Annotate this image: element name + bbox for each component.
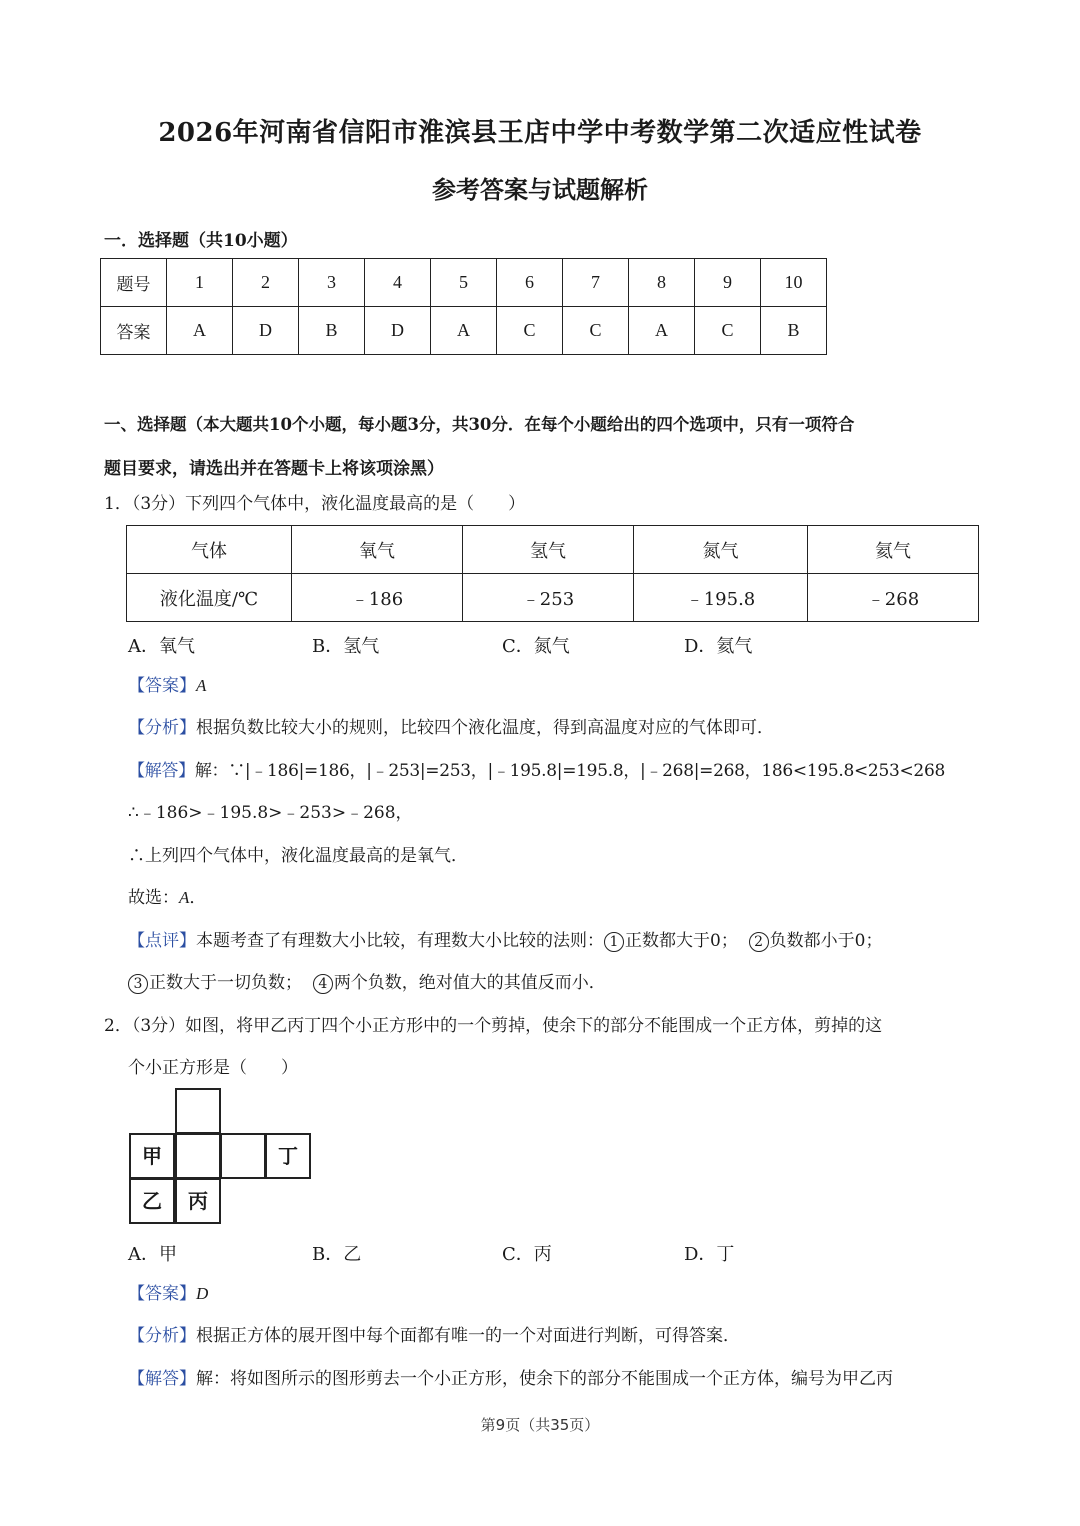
q1-analysis [128, 716, 774, 740]
table-cell: B [299, 307, 365, 355]
answer-value: A [196, 676, 207, 695]
table-cell: ﹣195.8 [634, 574, 808, 622]
document-title: 2026年河南省信阳市淮滨县王店中学中考数学第二次适应性试卷 [158, 118, 922, 148]
page-number: 第9页（共35页） [480, 1416, 600, 1434]
table-cell: D [365, 307, 431, 355]
circled-number-icon: 1 [604, 932, 624, 952]
table-cell: 4 [365, 259, 431, 307]
rule-text: 正数大于一切负数； [149, 973, 302, 993]
answer-label: 【答案】 [128, 676, 196, 696]
q1-solution [128, 759, 945, 783]
analysis-text: 根据负数比较大小的规则，比较四个液化温度，得到高温度对应的气体即可． [196, 718, 774, 738]
table-row [101, 259, 827, 307]
net-cell-ding: 丁 [265, 1133, 311, 1179]
q1-comment [128, 929, 882, 953]
q2-solution [128, 1367, 893, 1391]
q2-analysis [128, 1324, 740, 1348]
answer-value: D [196, 1284, 209, 1303]
q1-solution-line4 [128, 886, 206, 910]
answer-key-heading: 一．选择题（共10小题） [104, 231, 298, 251]
circled-number-icon: 3 [128, 974, 148, 994]
conclusion-suffix: ． [189, 888, 207, 908]
q2-stem-line2: 个小正方形是（ ） [128, 1058, 298, 1078]
table-cell: A [167, 307, 233, 355]
table-cell: 10 [761, 259, 827, 307]
table-cell: 氢气 [463, 526, 634, 574]
net-cell-top [175, 1088, 221, 1134]
rule-text: 正数都大于0； [625, 931, 738, 951]
table-cell: C [563, 307, 629, 355]
q2-stem-line1: 2．（3分）如图，将甲乙丙丁四个小正方形中的一个剪掉，使余下的部分不能围成一个正方体，剪掉的这 [104, 1016, 883, 1036]
net-cell-right [220, 1133, 266, 1179]
solution-label: 【解答】 [128, 1369, 196, 1389]
analysis-text: 根据正方体的展开图中每个面都有唯一的一个对面进行判断，可得答案． [196, 1326, 740, 1346]
rule-text: 负数都小于0； [769, 931, 883, 951]
q1-stem: 1．（3分）下列四个气体中，液化温度最高的是（ ） [104, 494, 526, 514]
document-subtitle: 参考答案与试题解析 [432, 175, 648, 204]
table-cell: 氧气 [292, 526, 463, 574]
q1-option-c: C．氮气 [502, 636, 570, 657]
circled-number-icon: 2 [749, 932, 769, 952]
circled-number-icon: 4 [313, 974, 333, 994]
q1-solution-line3: ∴上列四个气体中，液化温度最高的是氧气． [128, 846, 468, 866]
solution-text: 解：将如图所示的图形剪去一个小正方形，使余下的部分不能围成一个正方体，编号为甲乙丙 [196, 1369, 893, 1389]
table-cell: A [431, 307, 497, 355]
section-heading-line2: 题目要求，请选出并在答题卡上将该项涂黑） [104, 459, 444, 479]
table-cell: 5 [431, 259, 497, 307]
table-cell: C [695, 307, 761, 355]
table-cell: 答案 [101, 307, 167, 355]
q1-gas-table [126, 525, 979, 622]
table-cell: 1 [167, 259, 233, 307]
q1-option-a: A．氧气 [128, 636, 195, 657]
q1-answer [128, 674, 206, 698]
conclusion-answer: A [179, 888, 190, 907]
analysis-label: 【分析】 [128, 1326, 196, 1346]
table-row [127, 526, 979, 574]
section-heading [104, 403, 984, 491]
table-cell: 2 [233, 259, 299, 307]
q2-option-a: A．甲 [128, 1244, 177, 1265]
answer-key-table [100, 258, 827, 355]
table-cell: 3 [299, 259, 365, 307]
net-cell-jia: 甲 [129, 1133, 175, 1179]
table-cell: ﹣268 [808, 574, 979, 622]
answer-label: 【答案】 [128, 1284, 196, 1304]
table-row [127, 574, 979, 622]
q2-option-c: C．丙 [502, 1244, 552, 1265]
table-row [101, 307, 827, 355]
q1-option-d: D．氦气 [684, 636, 753, 657]
table-cell: D [233, 307, 299, 355]
comment-label: 【点评】 [128, 931, 196, 951]
table-cell: 液化温度/℃ [127, 574, 292, 622]
q1-solution-line2: ∴﹣186>﹣195.8>﹣253>﹣268， [128, 803, 413, 823]
table-cell: 氮气 [634, 526, 808, 574]
q1-comment-line2 [128, 971, 606, 995]
q1-option-b: B．氢气 [312, 636, 380, 657]
table-cell: C [497, 307, 563, 355]
comment-text: 本题考查了有理数大小比较，有理数大小比较的法则： [196, 931, 604, 951]
rule-text: 两个负数，绝对值大的其值反而小． [333, 973, 606, 993]
q2-option-b: B．乙 [312, 1244, 362, 1265]
table-cell: 6 [497, 259, 563, 307]
table-cell: ﹣186 [292, 574, 463, 622]
table-cell: A [629, 307, 695, 355]
net-cell-center [175, 1133, 221, 1179]
q2-option-d: D．丁 [684, 1244, 735, 1265]
analysis-label: 【分析】 [128, 718, 196, 738]
table-cell: 8 [629, 259, 695, 307]
table-cell: 7 [563, 259, 629, 307]
conclusion-prefix: 故选： [128, 888, 179, 908]
table-cell: 题号 [101, 259, 167, 307]
section-heading-line1: 一、选择题（本大题共10个小题，每小题3分，共30分．在每个小题给出的四个选项中，只有一项符合 [104, 415, 855, 434]
table-cell: ﹣253 [463, 574, 634, 622]
solution-text: 解：∵|﹣186|=186，|﹣253|=253，|﹣195.8|=195.8，|﹣268|=268，186<195.8<253<268 [194, 761, 945, 781]
table-cell: 氦气 [808, 526, 979, 574]
table-cell: 9 [695, 259, 761, 307]
table-cell: B [761, 307, 827, 355]
table-cell: 气体 [127, 526, 292, 574]
net-cell-yi: 乙 [129, 1178, 175, 1224]
solution-label: 【解答】 [128, 761, 195, 781]
net-cell-bing: 丙 [175, 1178, 221, 1224]
q2-answer [128, 1282, 208, 1306]
